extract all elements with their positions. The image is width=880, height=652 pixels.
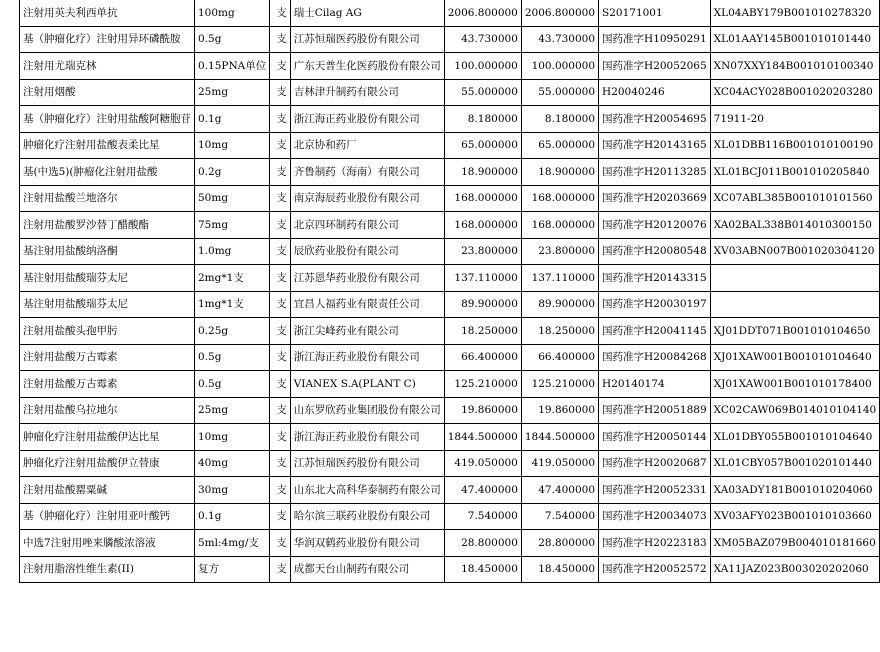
drug-code-cell[interactable] [710,265,880,292]
approval-number-cell[interactable]: 国药准字H20223183 [599,530,711,557]
spec-cell[interactable]: 1.0mg [195,238,270,265]
unit-cell[interactable]: 支 [270,132,291,159]
manufacturer-cell[interactable]: 江苏恩华药业股份有限公司 [290,265,444,292]
approval-number-cell[interactable]: 国药准字H20052331 [599,477,711,504]
unit-cell[interactable]: 支 [270,212,291,239]
drug-name-cell[interactable]: 中选7注射用唑来膦酸浓溶液 [20,530,195,557]
drug-name-cell[interactable]: 注射用盐酸兰地洛尔 [20,185,195,212]
table-row [20,0,880,26]
approval-number-cell[interactable]: 国药准字H20052572 [599,556,711,583]
drug-name-cell[interactable]: 基注射用盐酸瑞芬太尼 [20,265,195,292]
retail-price-cell[interactable]: 23.800000 [521,238,598,265]
manufacturer-cell[interactable]: 北京协和药厂 [290,132,444,159]
manufacturer-cell[interactable]: 江苏恒瑞医药股份有限公司 [290,450,444,477]
drug-name-cell[interactable]: 基(中选5)(肿瘤化注射用盐酸 [20,159,195,186]
approval-number-cell[interactable]: H20140174 [599,371,711,398]
spec-cell[interactable]: 复方 [195,556,270,583]
table-row [20,291,880,318]
approval-number-cell[interactable]: 国药准字H20050144 [599,424,711,451]
spec-cell[interactable]: 1mg*1支 [195,291,270,318]
table-row [20,503,880,530]
unit-cell[interactable]: 支 [270,503,291,530]
table-row [20,344,880,371]
retail-price-cell[interactable]: 18.450000 [521,556,598,583]
manufacturer-cell[interactable]: 哈尔滨三联药业股份有限公司 [290,503,444,530]
spec-cell[interactable]: 10mg [195,424,270,451]
retail-price-cell[interactable]: 47.400000 [521,477,598,504]
retail-price-cell[interactable]: 66.400000 [521,344,598,371]
table-row [20,318,880,345]
retail-price-cell[interactable]: 8.180000 [521,106,598,133]
manufacturer-cell[interactable]: 广东天普生化医药股份有限公司 [290,53,444,80]
manufacturer-cell[interactable]: 浙江海正药业股份有限公司 [290,344,444,371]
table-row [20,26,880,53]
drug-code-cell[interactable]: XL01CBY057B001020101440 [710,450,880,477]
spec-cell[interactable]: 0.25g [195,318,270,345]
manufacturer-cell[interactable]: 浙江尖峰药业有限公司 [290,318,444,345]
price-cell[interactable]: 137.110000 [444,265,521,292]
unit-cell[interactable]: 支 [270,79,291,106]
drug-code-cell[interactable]: XM05BAZ079B004010181660 [710,530,880,557]
price-cell[interactable]: 28.800000 [444,530,521,557]
approval-number-cell[interactable]: 国药准字H20143165 [599,132,711,159]
manufacturer-cell[interactable]: 江苏恒瑞医药股份有限公司 [290,26,444,53]
unit-cell[interactable]: 支 [270,265,291,292]
drug-code-cell[interactable]: XL01BCJ011B001010205840 [710,159,880,186]
unit-cell[interactable]: 支 [270,371,291,398]
unit-cell[interactable]: 支 [270,424,291,451]
drug-name-cell[interactable]: 基（肿瘤化疗）注射用异环磷酰胺 [20,26,195,53]
spec-cell[interactable]: 100mg [195,0,270,26]
drug-name-cell[interactable]: 注射用脂溶性维生素(II) [20,556,195,583]
retail-price-cell[interactable]: 137.110000 [521,265,598,292]
unit-cell[interactable]: 支 [270,0,291,26]
drug-code-cell[interactable] [710,291,880,318]
retail-price-cell[interactable]: 168.000000 [521,185,598,212]
retail-price-cell[interactable]: 100.000000 [521,53,598,80]
retail-price-cell[interactable]: 43.730000 [521,26,598,53]
retail-price-cell[interactable]: 19.860000 [521,397,598,424]
approval-number-cell[interactable]: 国药准字H20120076 [599,212,711,239]
table-row [20,159,880,186]
spec-cell[interactable]: 25mg [195,397,270,424]
price-cell[interactable]: 125.210000 [444,371,521,398]
drug-name-cell[interactable]: 注射用盐酸万古霉素 [20,371,195,398]
spec-cell[interactable]: 50mg [195,185,270,212]
manufacturer-cell[interactable]: 齐鲁制药（海南）有限公司 [290,159,444,186]
retail-price-cell[interactable]: 419.050000 [521,450,598,477]
drug-name-cell[interactable]: 肿瘤化疗注射用盐酸伊立替康 [20,450,195,477]
price-cell[interactable]: 66.400000 [444,344,521,371]
table-row [20,212,880,239]
table-row [20,265,880,292]
spec-cell[interactable]: 2mg*1支 [195,265,270,292]
unit-cell[interactable]: 支 [270,238,291,265]
unit-cell[interactable]: 支 [270,159,291,186]
spec-cell[interactable]: 0.1g [195,106,270,133]
unit-cell[interactable]: 支 [270,318,291,345]
approval-number-cell[interactable]: 国药准字H20203669 [599,185,711,212]
drug-name-cell[interactable]: 基（肿瘤化疗）注射用亚叶酸钙 [20,503,195,530]
retail-price-cell[interactable]: 28.800000 [521,530,598,557]
drug-code-cell[interactable]: XA11JAZ023B003020202060 [710,556,880,583]
drug-name-cell[interactable]: 注射用盐酸罗沙替丁醋酸酯 [20,212,195,239]
table-row [20,371,880,398]
price-cell[interactable]: 89.900000 [444,291,521,318]
price-cell[interactable]: 23.800000 [444,238,521,265]
price-cell[interactable]: 7.540000 [444,503,521,530]
drug-code-cell[interactable]: XC02CAW069B014010104140 [710,397,880,424]
unit-cell[interactable]: 支 [270,26,291,53]
drug-code-cell[interactable]: XV03ABN007B001020304120 [710,238,880,265]
spec-cell[interactable]: 0.1g [195,503,270,530]
drug-name-cell[interactable]: 基注射用盐酸瑞芬太尼 [20,291,195,318]
price-cell[interactable]: 18.900000 [444,159,521,186]
drug-name-cell[interactable]: 注射用烟酸 [20,79,195,106]
drug-name-cell[interactable]: 注射用盐酸万古霉素 [20,344,195,371]
drug-code-cell[interactable]: XA02BAL338B014010300150 [710,212,880,239]
unit-cell[interactable]: 支 [270,344,291,371]
drug-name-cell[interactable]: 肿瘤化疗注射用盐酸表柔比星 [20,132,195,159]
manufacturer-cell[interactable]: 浙江海正药业股份有限公司 [290,424,444,451]
manufacturer-cell[interactable]: 山东北大高科华泰制药有限公司 [290,477,444,504]
table-row [20,238,880,265]
drug-code-cell[interactable]: XJ01XAW001B001010178400 [710,371,880,398]
manufacturer-cell[interactable]: 北京四环制药有限公司 [290,212,444,239]
drug-name-cell[interactable]: 注射用盐酸罂粟碱 [20,477,195,504]
manufacturer-cell[interactable]: 华润双鹤药业股份有限公司 [290,530,444,557]
unit-cell[interactable]: 支 [270,530,291,557]
approval-number-cell[interactable]: 国药准字H20143315 [599,265,711,292]
retail-price-cell[interactable]: 18.900000 [521,159,598,186]
drug-price-table [19,0,880,583]
retail-price-cell[interactable]: 2006.800000 [521,0,598,26]
price-cell[interactable]: 168.000000 [444,212,521,239]
approval-number-cell[interactable]: 国药准字H20054695 [599,106,711,133]
retail-price-cell[interactable]: 18.250000 [521,318,598,345]
retail-price-cell[interactable]: 125.210000 [521,371,598,398]
manufacturer-cell[interactable]: 辰欣药业股份有限公司 [290,238,444,265]
approval-number-cell[interactable]: 国药准字H20052065 [599,53,711,80]
table-row [20,397,880,424]
retail-price-cell[interactable]: 168.000000 [521,212,598,239]
approval-number-cell[interactable]: 国药准字H20051889 [599,397,711,424]
drug-code-cell[interactable]: XJ01DDT071B001010104650 [710,318,880,345]
unit-cell[interactable]: 支 [270,53,291,80]
approval-number-cell[interactable]: 国药准字H20084268 [599,344,711,371]
approval-number-cell[interactable]: 国药准字H20020687 [599,450,711,477]
unit-cell[interactable]: 支 [270,291,291,318]
spec-cell[interactable]: 5ml:4mg/支 [195,530,270,557]
table-row [20,424,880,451]
price-cell[interactable]: 100.000000 [444,53,521,80]
unit-cell[interactable]: 支 [270,106,291,133]
drug-code-cell[interactable]: XN07XXY184B001010100340 [710,53,880,80]
drug-code-cell[interactable]: XL04ABY179B001010278320 [710,0,880,26]
retail-price-cell[interactable]: 65.000000 [521,132,598,159]
table-row [20,477,880,504]
manufacturer-cell[interactable]: 吉林津升制药有限公司 [290,79,444,106]
approval-number-cell[interactable]: 国药准字H20041145 [599,318,711,345]
drug-code-cell[interactable]: XJ01XAW001B001010104640 [710,344,880,371]
table-row [20,185,880,212]
table-row [20,53,880,80]
drug-code-cell[interactable]: XL01DBB116B001010100190 [710,132,880,159]
retail-price-cell[interactable]: 89.900000 [521,291,598,318]
drug-code-cell[interactable]: XL01AAY145B001010101440 [710,26,880,53]
manufacturer-cell[interactable]: 成都天台山制药有限公司 [290,556,444,583]
price-cell[interactable]: 19.860000 [444,397,521,424]
table-row [20,556,880,583]
unit-cell[interactable]: 支 [270,477,291,504]
retail-price-cell[interactable]: 7.540000 [521,503,598,530]
price-cell[interactable]: 55.000000 [444,79,521,106]
price-cell[interactable]: 65.000000 [444,132,521,159]
drug-code-cell[interactable]: 71911-20 [710,106,880,133]
drug-code-cell[interactable]: XC07ABL385B001010101560 [710,185,880,212]
drug-code-cell[interactable]: XV03AFY023B001010103660 [710,503,880,530]
manufacturer-cell[interactable]: VIANEX S.A(PLANT C) [290,371,444,398]
spec-cell[interactable]: 30mg [195,477,270,504]
unit-cell[interactable]: 支 [270,185,291,212]
retail-price-cell[interactable]: 55.000000 [521,79,598,106]
price-cell[interactable]: 2006.800000 [444,0,521,26]
price-cell[interactable]: 168.000000 [444,185,521,212]
table-row [20,132,880,159]
spec-cell[interactable]: 0.5g [195,344,270,371]
table-row [20,106,880,133]
drug-name-cell[interactable]: 肿瘤化疗注射用盐酸伊达比星 [20,424,195,451]
spreadsheet [19,0,880,583]
approval-number-cell[interactable]: H20040246 [599,79,711,106]
approval-number-cell[interactable]: 国药准字H20030197 [599,291,711,318]
spec-cell[interactable]: 25mg [195,79,270,106]
approval-number-cell[interactable]: 国药准字H20080548 [599,238,711,265]
manufacturer-cell[interactable]: 山东罗欣药业集团股份有限公司 [290,397,444,424]
manufacturer-cell[interactable]: 南京海辰药业股份有限公司 [290,185,444,212]
drug-name-cell[interactable]: 基注射用盐酸纳洛酮 [20,238,195,265]
manufacturer-cell[interactable]: 浙江海正药业股份有限公司 [290,106,444,133]
drug-name-cell[interactable]: 注射用盐酸头孢甲肟 [20,318,195,345]
price-cell[interactable]: 18.250000 [444,318,521,345]
drug-name-cell[interactable]: 注射用英夫利西单抗 [20,0,195,26]
manufacturer-cell[interactable]: 宜昌人福药业有限责任公司 [290,291,444,318]
spec-cell[interactable]: 40mg [195,450,270,477]
price-cell[interactable]: 419.050000 [444,450,521,477]
table-row [20,450,880,477]
table-row [20,79,880,106]
drug-code-cell[interactable]: XC04ACY028B001020203280 [710,79,880,106]
drug-code-cell[interactable]: XL01DBY055B001010104640 [710,424,880,451]
price-cell[interactable]: 47.400000 [444,477,521,504]
approval-number-cell[interactable]: 国药准字H10950291 [599,26,711,53]
unit-cell[interactable]: 支 [270,397,291,424]
manufacturer-cell[interactable]: 瑞士Cilag AG [290,0,444,26]
approval-number-cell[interactable]: S20171001 [599,0,711,26]
approval-number-cell[interactable]: 国药准字H20113285 [599,159,711,186]
drug-code-cell[interactable]: XA03ADY181B001010204060 [710,477,880,504]
price-cell[interactable]: 43.730000 [444,26,521,53]
spec-cell[interactable]: 0.15PNA单位 [195,53,270,80]
price-cell[interactable]: 18.450000 [444,556,521,583]
unit-cell[interactable]: 支 [270,556,291,583]
price-cell[interactable]: 1844.500000 [444,424,521,451]
spec-cell[interactable]: 0.5g [195,371,270,398]
approval-number-cell[interactable]: 国药准字H20034073 [599,503,711,530]
drug-name-cell[interactable]: 注射用盐酸乌拉地尔 [20,397,195,424]
spec-cell[interactable]: 0.5g [195,26,270,53]
spec-cell[interactable]: 0.2g [195,159,270,186]
unit-cell[interactable]: 支 [270,450,291,477]
table-row [20,530,880,557]
drug-name-cell[interactable]: 基（肿瘤化疗）注射用盐酸阿糖胞苷 [20,106,195,133]
retail-price-cell[interactable]: 1844.500000 [521,424,598,451]
drug-name-cell[interactable]: 注射用尤瑞克林 [20,53,195,80]
spec-cell[interactable]: 10mg [195,132,270,159]
price-cell[interactable]: 8.180000 [444,106,521,133]
spec-cell[interactable]: 75mg [195,212,270,239]
